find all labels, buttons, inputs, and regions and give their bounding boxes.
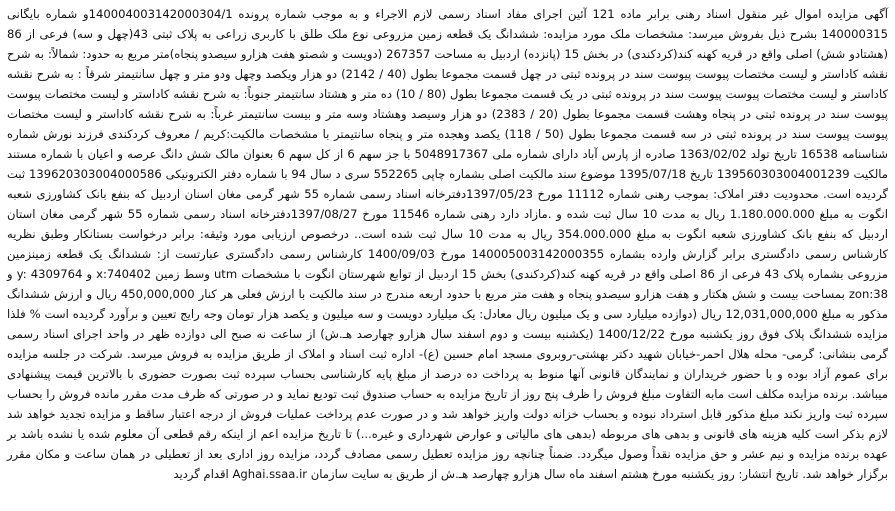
auction-notice-text: آگهی مزایده اموال غیر منقول اسناد رهنی برابر ماده 121 آئین اجرای مفاد اسناد رسمی لازم الاجراء و به موجب شماره پرونده 140004003142000304/1و شماره بایگانی 140000315 بشرح ذیل بفروش میرسد: مشخصات ملک مورد مزایده: ششدانگ یک قطعه زمین مزروعی نوع ملک طلق با کاربری زراعی به پلاک ثبتی 43(چهل و سه) فرعی از 86 (هشتادو شش) اصلی واقع در قریه کهنه کند(کردکندی) در بخش 15 (پانزده) اردبیل به مساحت 267357 (دویست و شصتو هفت هزارو سیصدو پنجاه)متر مربع به حدود: شمالاً: به شرح نقشه کاداستر و لیست مختصات پیوست پیوست سند در پرونده ثبتی در چهل قسمت مجموعا بطول (40 / 2142) دو هزار ویکصد وچهل ودو متر و چهل سانتیمتر شرقاً : به شرح نقشه کاداستر و لیست مختصات پیوست پیوست سند در پرونده ثبتی در یک قسمت مجموعا بطول (80 / 10) ده متر و هشتاد سانتیمتر جنوباً: به شرح نقشه کاداستر و لیست مختصات پیوست پیوست سند در پرونده ثبتی در پنجاه وهشت قسمت مجموعا بطول (20 / 2383) دو هزار وسیصد وهشتاد وسه متر و بیست سانتیمتر غرباً: به شرح نقشه کاداستر و لیست مختصات پیوست پیوست سند در پرونده ثبتی در سه قسمت مجموعا بطول (50 / 118) یکصد وهجده متر و پنجاه سانتیمتر با مشخصات مالکیت:کریم / معروف کردکندی فرزند نورش شماره شناسنامه 16538 تاریخ تولد 1363/02/02 صادره از پارس آباد دارای شماره ملی 5048917367 با جز سهم 6 از کل سهم 6 بعنوان مالک شش دانگ عرصه و اعیان با شماره مستند مالکیت 139560303004001239 تاریخ 1395/07/18 موضوع سند مالکیت اصلی بشماره چاپی 552265 سری د سال 94 با شماره دفتر الکترونیکی 139620303004000586 ثبت گردیده است. محدودیت دفتر املاک: بموجب رهنی شماره 11112 مورخ 1397/05/23دفترخانه اسناد رسمی شماره 55 شهر گرمی مغان اسنان اردبیل که بنفع بانک کشاورزی شعبه انگوت به مبلغ 1.180.000.000 ریال به مدت 10 سال ثبت شده و .مازاد دارد رهنی شماره 11546 مورخ 1397/08/27دفترخانه اسناد رسمی شماره 55 شهر گرمی مغان استان اردبیل که بنفع بانک کشاورزی شعبه انگوت به مبلغ 354.000.000 ریال به مدت 10 سال ثبت شده است.. درخصوص ارزیابی مورد وثیقه: برابر درخواست بستانکار وطبق نظریه کارشناس رسمی دادگستری برابر گزارش وارده بشماره 140005003142000355 مورخ 1400/09/03 کارشناس رسمی دادگستری عبارتست از: ششدانگ یک قطعه زمینزمین مزروعی بشماره پلاک 43 فرعی از 86 اصلی واقع در قریه کهنه کند(کردکندی) بخش 15 اردبیل از توابع شهرستان انگوت با مشخصات utm وسط زمین x:740402 و y: 4309764 و zon:38 بمساحت بیست و شش هکتار و هفت هزارو سیصدو پنجاه و هفت متر مربع با حدود اربعه مندرج در سند مالکیت با ارزش فعلی هر کنار 450,000,000 ریال و ارزش ششدانگ مذکور به مبلغ 12,031,000,000 ریال (دوازده میلیارد سی و یک میلیون ریال معادل: یک میلیارد دویست و سه میلیون و یکصد هزار تومان وجه رایج تعیین و برآورد گردیده است % فلذا مزایده ششدانگ پلاک فوق روز یکشنبه مورخ 1400/12/22 (یکشنبه بیست و دوم اسفند سال هزارو چهارصد هـ.ش) از ساعت نه صبح الی دوازده ظهر در واحد اجرای اسناد رسمی گرمی بنشانی: گرمی- محله هلال احمر-خیابان شهید دکتر بهشتی-روبروی مسجد امام حسین (ع)- اداره ثبت اسناد و املاک از طریق مزایده به فروش میرسد. شرکت در جلسه مزایده برای عموم آزاد بوده و با حضور خریداران و نمایندگان قانونی آنها منوط به پرداخت ده درصد از مبلغ پایه کارشناسی بحساب سپرده ثبت بصورت حضوری با بالاترین قیمت پیشنهادی میباشد. برنده مزایده مکلف است مابه التفاوت مبلغ فروش را ظرف پنج روز از تاریخ مزایده به حساب صندوق ثبت تودیع نماید و در صورتی که ظرف مدت مقرر مانده فروش را بحساب سپرده ثبت واریز نکند مبلغ مذکور قابل استرداد نبوده و بحساب خزانه دولت واریز خواهد شد و در صورت عدم پرداخت عملیات فروش از درجه اعتبار ساقط و مزایده تجدید خواهد شد لازم بذکر است کلیه هزینه های قانونی و بدهی های مربوطه (بدهی های مالیاتی و عوارض شهرداری و غیره...) تا تاریخ مزایده اعم از اینکه رقم قطعی آن معلوم شده یا نشده باشد بر عهده برنده مزایده و نیم عشر و حق مزایده نقداً وصول میگردد. ضمناً چنانچه روز مزایده تعطیل رسمی مصادف گردد، مزایده روز اداری بعد از تعطیلی در همان ساعت و مکان مقرر برگزار خواهد شد. تاریخ انتشار: روز یکشنبه مورخ هشتم اسفند ماه سال هزارو چهارصد هـ.ش از طریق به سایت سازمان Aghai.ssaa.ir اقدام گردید xyxy=(7,7,889,481)
